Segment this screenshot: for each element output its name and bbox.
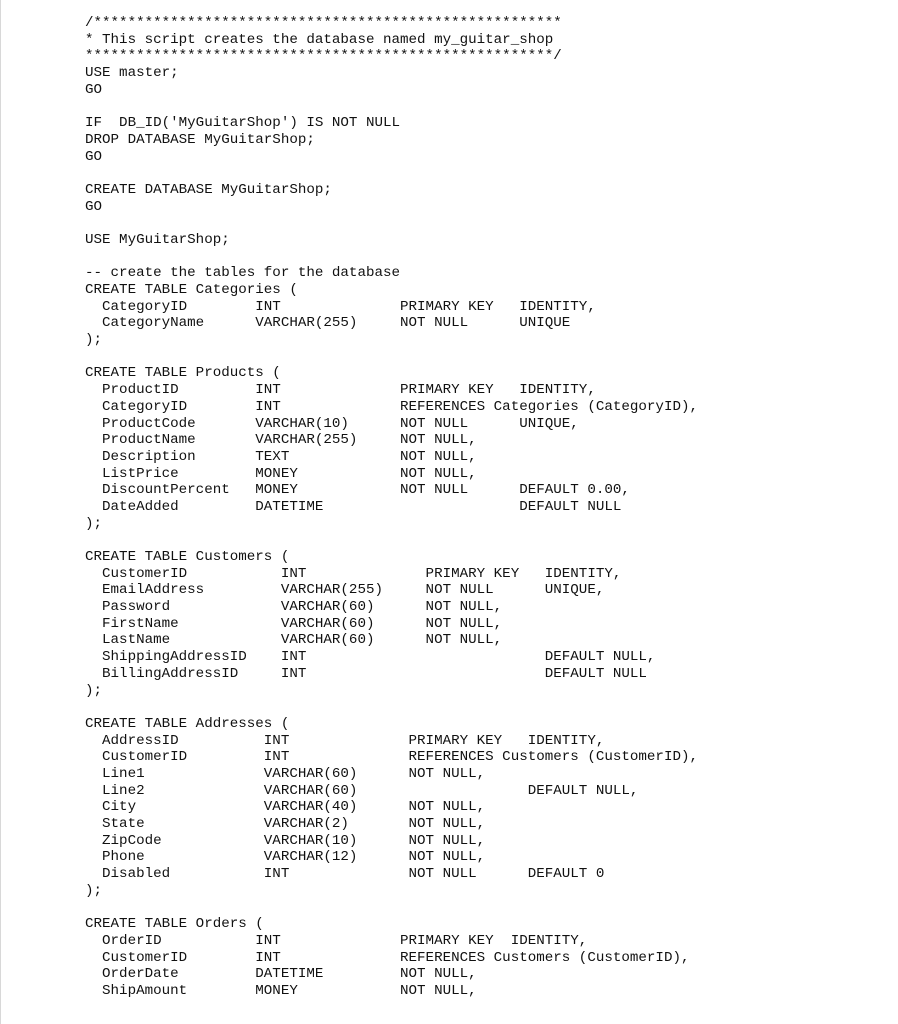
code-line: DiscountPercent MONEY NOT NULL DEFAULT 0.00, xyxy=(85,482,630,499)
code-line: IF DB_ID('MyGuitarShop') IS NOT NULL xyxy=(85,115,401,132)
code-line xyxy=(85,165,698,182)
code-line: * This script creates the database named my_guitar_shop xyxy=(85,31,554,48)
code-line: AddressID INT PRIMARY KEY IDENTITY, xyxy=(85,732,605,749)
code-line: ProductID INT PRIMARY KEY IDENTITY, xyxy=(85,382,596,399)
code-line: *******************************************************/ xyxy=(85,48,562,65)
code-line: OrderDate DATETIME NOT NULL, xyxy=(85,966,477,983)
code-line: BillingAddressID INT DEFAULT NULL xyxy=(85,665,647,682)
code-line: ); xyxy=(85,682,103,699)
code-line xyxy=(85,215,698,232)
code-line: ShipAmount MONEY NOT NULL, xyxy=(85,982,477,999)
code-line: DROP DATABASE MyGuitarShop; xyxy=(85,131,315,148)
code-line: EmailAddress VARCHAR(255) NOT NULL UNIQUE, xyxy=(85,582,605,599)
code-line: Line1 VARCHAR(60) NOT NULL, xyxy=(85,765,486,782)
code-line: GO xyxy=(85,148,103,165)
code-line: CategoryID INT REFERENCES Categories (CategoryID), xyxy=(85,398,698,415)
code-line: ProductCode VARCHAR(10) NOT NULL UNIQUE, xyxy=(85,415,579,432)
code-line: Description TEXT NOT NULL, xyxy=(85,448,477,465)
code-line: ProductName VARCHAR(255) NOT NULL, xyxy=(85,432,477,449)
code-line: CREATE TABLE Customers ( xyxy=(85,549,290,565)
code-line: CREATE TABLE Categories ( xyxy=(85,282,298,298)
code-line: -- create the tables for the database xyxy=(85,265,401,282)
code-line: GO xyxy=(85,81,103,98)
code-line: ZipCode VARCHAR(10) NOT NULL, xyxy=(85,832,486,849)
code-line: USE MyGuitarShop; xyxy=(85,231,230,248)
code-line xyxy=(85,699,698,716)
code-line: ); xyxy=(85,332,103,349)
code-line: LastName VARCHAR(60) NOT NULL, xyxy=(85,632,503,649)
code-line: ); xyxy=(85,515,103,532)
code-line: ); xyxy=(85,882,103,899)
code-line: USE master; xyxy=(85,65,179,82)
code-line: OrderID INT PRIMARY KEY IDENTITY, xyxy=(85,932,588,949)
code-line: GO xyxy=(85,198,103,215)
code-line: FirstName VARCHAR(60) NOT NULL, xyxy=(85,615,503,632)
code-line: CREATE TABLE Orders ( xyxy=(85,916,264,933)
code-line xyxy=(85,98,698,115)
code-line: Password VARCHAR(60) NOT NULL, xyxy=(85,599,503,616)
code-line: CustomerID INT REFERENCES Customers (CustomerID), xyxy=(85,749,698,766)
code-line: State VARCHAR(2) NOT NULL, xyxy=(85,816,486,832)
code-line: CategoryID INT PRIMARY KEY IDENTITY, xyxy=(85,298,596,315)
code-line: CREATE TABLE Products ( xyxy=(85,365,281,382)
code-line: ListPrice MONEY NOT NULL, xyxy=(85,465,477,482)
code-line: CustomerID INT REFERENCES Customers (CustomerID), xyxy=(85,949,690,966)
sql-script-text xyxy=(85,15,698,1000)
code-line: CustomerID INT PRIMARY KEY IDENTITY, xyxy=(85,565,622,582)
code-line: /******************************************************* xyxy=(85,15,562,31)
code-line: DateAdded DATETIME DEFAULT NULL xyxy=(85,498,622,515)
code-line xyxy=(85,899,698,916)
code-line: ShippingAddressID INT DEFAULT NULL, xyxy=(85,649,656,666)
code-line xyxy=(85,532,698,549)
code-line: CREATE DATABASE MyGuitarShop; xyxy=(85,181,332,198)
code-line: Line2 VARCHAR(60) DEFAULT NULL, xyxy=(85,782,639,799)
code-line: City VARCHAR(40) NOT NULL, xyxy=(85,799,486,816)
code-line xyxy=(85,349,698,366)
code-line: Phone VARCHAR(12) NOT NULL, xyxy=(85,849,486,866)
code-line: CategoryName VARCHAR(255) NOT NULL UNIQUE xyxy=(85,315,571,332)
code-line xyxy=(85,249,698,266)
code-line: Disabled INT NOT NULL DEFAULT 0 xyxy=(85,866,605,883)
code-line: CREATE TABLE Addresses ( xyxy=(85,715,290,732)
